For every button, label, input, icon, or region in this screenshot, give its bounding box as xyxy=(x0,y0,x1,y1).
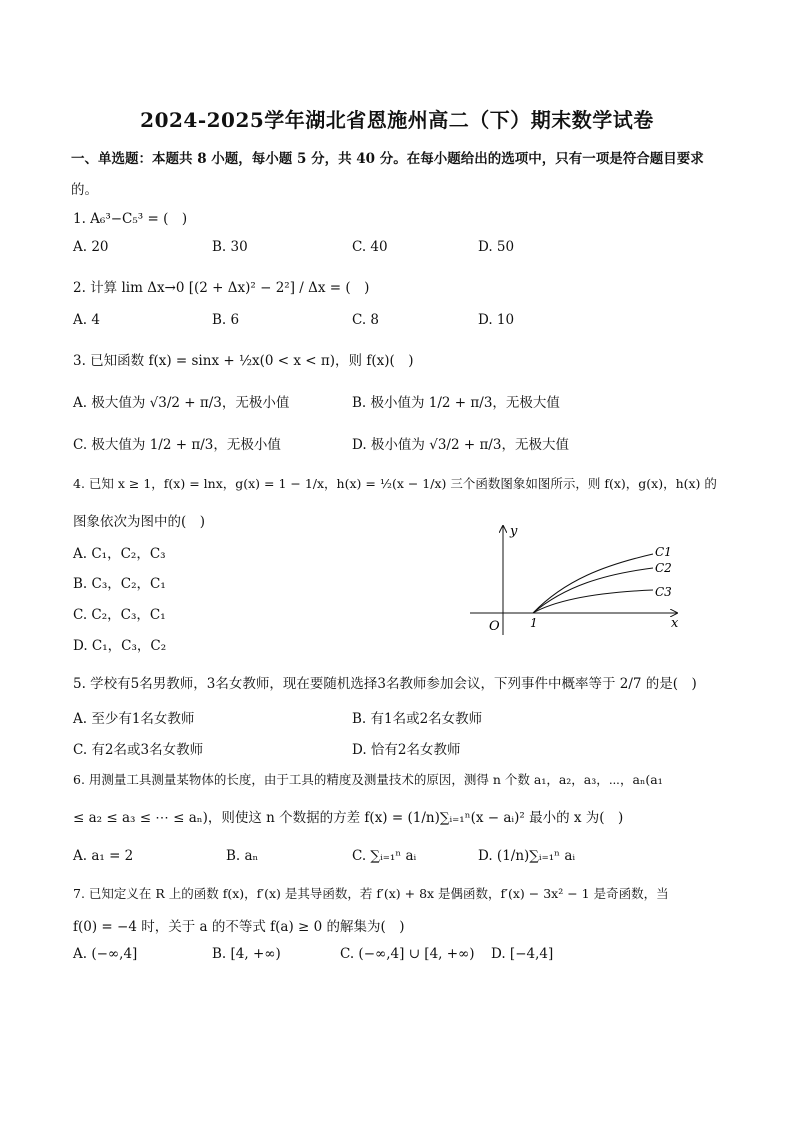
question-5-stem: 5. 学校有5名男教师，3名女教师，现在要随机选择3名教师参加会议，下列事件中概率等于 2/7 的是( ) xyxy=(73,676,697,692)
q4-option-b: B. C₃，C₂，C₁ xyxy=(73,576,166,592)
q6-option-b: B. aₙ xyxy=(226,848,259,864)
question-2-stem: 2. 计算 lim Δx→0 [(2 + Δx)² − 2²] / Δx = ( ) xyxy=(73,280,370,296)
q6-option-a: A. a₁ = 2 xyxy=(73,848,134,864)
q5-option-d: D. 恰有2名女教师 xyxy=(352,742,461,758)
page-title: 2024-2025学年湖北省恩施州高二（下）期末数学试卷 xyxy=(140,108,654,132)
curve-c1-label: C1 xyxy=(655,545,672,559)
question-6-line1: 6. 用测量工具测量某物体的长度，由于工具的精度及测量技术的原因，测得 n 个数 a₁，a₂，a₃，⋯，aₙ(a₁ xyxy=(73,772,663,787)
question-7-line2: f(0) = −4 时，关于 a 的不等式 f(a) ≥ 0 的解集为( ) xyxy=(73,919,405,935)
q4-option-d: D. C₁，C₃，C₂ xyxy=(73,638,167,654)
q5-option-a: A. 至少有1名女教师 xyxy=(73,711,195,727)
curve-c3-label: C3 xyxy=(655,585,672,599)
question-4-line2: 图象依次为图中的( ) xyxy=(73,514,206,530)
section-heading-line1: 一、单选题：本题共 8 小题，每小题 5 分，共 40 分。在每小题给出的选项中，只有一项是符合题目要求 xyxy=(71,151,704,167)
q3-option-b: B. 极小值为 1/2 + π/3，无极大值 xyxy=(352,395,560,411)
q1-option-c: C. 40 xyxy=(352,239,388,255)
q4-option-a: A. C₁，C₂，C₃ xyxy=(73,546,166,562)
q2-option-a: A. 4 xyxy=(73,312,100,328)
curve-c1 xyxy=(533,554,653,613)
question-3-stem: 3. 已知函数 f(x) = sinx + ½x(0 < x < π)，则 f(x)( ) xyxy=(73,353,414,369)
q6-option-c: C. ∑ᵢ₌₁ⁿ aᵢ xyxy=(352,848,417,864)
q1-option-a: A. 20 xyxy=(73,239,109,255)
x-axis-label: x xyxy=(671,616,679,631)
y-axis-label: y xyxy=(510,524,518,539)
q1-option-b: B. 30 xyxy=(212,239,248,255)
origin-label: O xyxy=(489,619,500,634)
q2-option-b: B. 6 xyxy=(212,312,240,328)
q2-option-d: D. 10 xyxy=(478,312,515,328)
curve-c3 xyxy=(533,590,653,613)
q5-option-b: B. 有1名或2名女教师 xyxy=(352,711,483,727)
section-heading-line2: 的。 xyxy=(71,182,98,198)
q5-option-c: C. 有2名或3名女教师 xyxy=(73,742,204,758)
q4-option-c: C. C₂，C₃，C₁ xyxy=(73,607,166,623)
question-6-line2: ≤ a₂ ≤ a₃ ≤ ⋯ ≤ aₙ)，则使这 n 个数据的方差 f(x) = (1/n)∑ᵢ₌₁ⁿ(x − aᵢ)² 最小的 x 为( ) xyxy=(73,810,624,826)
q3-option-a: A. 极大值为 √3/2 + π/3，无极小值 xyxy=(73,395,290,411)
q2-option-c: C. 8 xyxy=(352,312,380,328)
q7-option-b: B. [4, +∞) xyxy=(212,946,281,962)
question-1-stem: 1. A₆³−C₅³ = ( ) xyxy=(73,211,188,227)
q7-option-c: C. (−∞,4] ∪ [4, +∞) xyxy=(340,946,475,962)
question-4-line1: 4. 已知 x ≥ 1，f(x) = lnx，g(x) = 1 − 1/x，h(x) = ½(x − 1/x) 三个函数图象如图所示，则 f(x)，g(x)，h(x) 的 xyxy=(73,476,717,491)
curve-c2-label: C2 xyxy=(655,561,672,575)
q6-option-d: D. (1/n)∑ᵢ₌₁ⁿ aᵢ xyxy=(478,848,576,864)
q3-option-d: D. 极小值为 √3/2 + π/3，无极大值 xyxy=(352,437,569,453)
q7-option-d: D. [−4,4] xyxy=(491,946,554,962)
q3-option-c: C. 极大值为 1/2 + π/3，无极小值 xyxy=(73,437,281,453)
q4-function-graph xyxy=(465,520,690,640)
q7-option-a: A. (−∞,4] xyxy=(73,946,138,962)
question-7-line1: 7. 已知定义在 R 上的函数 f(x)，f′(x) 是其导函数，若 f′(x) + 8x 是偶函数，f′(x) − 3x² − 1 是奇函数，当 xyxy=(73,886,669,901)
q1-option-d: D. 50 xyxy=(478,239,515,255)
x-one-label: 1 xyxy=(530,616,538,630)
